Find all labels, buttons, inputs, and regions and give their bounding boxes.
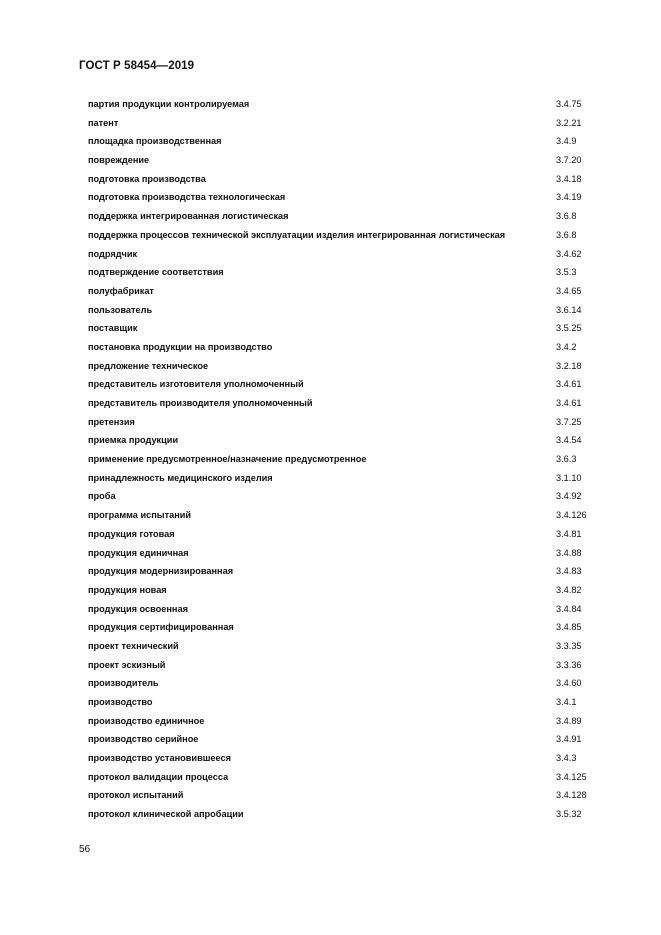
index-term: полуфабрикат xyxy=(88,285,154,296)
index-entry xyxy=(88,506,608,525)
index-reference: 3.6.8 xyxy=(556,211,577,222)
index-entry xyxy=(88,805,608,824)
index-term: продукция освоенная xyxy=(88,603,188,614)
index-entry xyxy=(88,151,608,170)
index-reference: 3.4.61 xyxy=(556,379,582,390)
index-entry xyxy=(88,544,608,563)
index-reference: 3.4.75 xyxy=(556,99,582,109)
index-entry xyxy=(88,712,608,731)
index-term: производитель xyxy=(88,678,159,689)
index-term: представитель производителя уполномоченный xyxy=(88,398,313,408)
index-reference: 3.1.10 xyxy=(556,472,582,483)
index-reference: 3.6.8 xyxy=(556,229,577,240)
index-term: протокол клинической апробации xyxy=(88,809,244,820)
index-reference: 3.7.25 xyxy=(556,416,582,427)
index-term: принадлежность медицинского изделия xyxy=(88,472,273,483)
index-entry xyxy=(88,600,608,619)
index-reference: 3.3.36 xyxy=(556,659,582,670)
index-reference: 3.4.84 xyxy=(556,603,582,614)
index-entry xyxy=(88,226,608,245)
index-entry xyxy=(88,693,608,712)
index-entry xyxy=(88,450,608,469)
index-term: патент xyxy=(88,117,119,128)
index-reference: 3.6.3 xyxy=(556,454,577,465)
index-reference: 3.4.62 xyxy=(556,248,582,259)
index-reference: 3.4.126 xyxy=(556,510,587,521)
index-term: представитель изготовителя уполномоченный xyxy=(88,379,304,390)
index-entry xyxy=(88,170,608,189)
index-entry xyxy=(88,618,608,637)
index-term: повреждение xyxy=(88,155,150,166)
index-reference: 3.4.9 xyxy=(556,136,577,147)
index-term: проект эскизный xyxy=(88,659,166,670)
index-term: поддержка процессов технической эксплуатации изделия интегрированная логистическая xyxy=(88,229,506,240)
index-entry xyxy=(88,394,608,413)
index-reference: 3.2.18 xyxy=(556,360,582,371)
index-reference: 3.4.61 xyxy=(556,398,582,408)
index-entry xyxy=(88,263,608,282)
index-term: продукция модернизированная xyxy=(88,566,234,577)
index-reference: 3.4.88 xyxy=(556,547,582,558)
index-entry xyxy=(88,245,608,264)
index-reference: 3.4.82 xyxy=(556,584,582,595)
index-term: приемка продукции xyxy=(88,435,179,446)
term-index-list xyxy=(88,95,608,824)
index-entry xyxy=(88,674,608,693)
index-entry xyxy=(88,431,608,450)
index-entry xyxy=(88,319,608,338)
index-entry xyxy=(88,656,608,675)
index-reference: 3.3.35 xyxy=(556,640,582,651)
index-entry xyxy=(88,749,608,768)
index-entry xyxy=(88,357,608,376)
page-number: 56 xyxy=(79,844,91,855)
index-entry xyxy=(88,730,608,749)
index-term: применение предусмотренное/назначение предусмотренное xyxy=(88,454,367,465)
index-term: подготовка производства технологическая xyxy=(88,192,286,203)
index-entry xyxy=(88,132,608,151)
index-reference: 3.4.2 xyxy=(556,341,577,352)
index-entry xyxy=(88,413,608,432)
index-reference: 3.4.65 xyxy=(556,285,582,296)
index-term: продукция готовая xyxy=(88,528,175,539)
index-term: подготовка производства xyxy=(88,173,206,184)
index-entry xyxy=(88,469,608,488)
index-entry xyxy=(88,188,608,207)
index-entry xyxy=(88,375,608,394)
index-entry xyxy=(88,301,608,320)
index-entry xyxy=(88,207,608,226)
index-reference: 3.4.85 xyxy=(556,622,582,633)
index-entry xyxy=(88,282,608,301)
index-term: пользователь xyxy=(88,304,153,315)
index-entry xyxy=(88,768,608,787)
index-term: подрядчик xyxy=(88,248,138,259)
index-term: претензия xyxy=(88,416,135,427)
index-reference: 3.4.1 xyxy=(556,697,577,707)
index-entry xyxy=(88,786,608,805)
index-entry xyxy=(88,487,608,506)
index-reference: 3.4.125 xyxy=(556,771,587,782)
index-term: протокол испытаний xyxy=(88,790,184,801)
index-entry xyxy=(88,637,608,656)
index-term: продукция единичная xyxy=(88,547,189,558)
index-term: постановка продукции на производство xyxy=(88,341,273,352)
index-reference: 3.4.54 xyxy=(556,435,582,446)
index-term: поддержка интегрированная логистическая xyxy=(88,211,289,222)
index-reference: 3.4.18 xyxy=(556,173,582,184)
index-term: проба xyxy=(88,491,116,502)
index-reference: 3.4.92 xyxy=(556,491,582,502)
index-term: площадка производственная xyxy=(88,136,222,147)
index-reference: 3.4.60 xyxy=(556,678,582,689)
document-header: ГОСТ Р 58454—2019 xyxy=(79,60,195,72)
index-term: подтверждение соответствия xyxy=(88,267,224,278)
index-reference: 3.4.81 xyxy=(556,528,582,539)
index-reference: 3.2.21 xyxy=(556,117,582,128)
index-entry xyxy=(88,338,608,357)
index-term: производство единичное xyxy=(88,715,205,726)
index-term: проект технический xyxy=(88,640,179,651)
index-reference: 3.5.25 xyxy=(556,323,582,334)
index-entry xyxy=(88,525,608,544)
index-term: производство xyxy=(88,697,153,707)
index-reference: 3.6.14 xyxy=(556,304,582,315)
index-reference: 3.5.3 xyxy=(556,267,577,278)
index-entry xyxy=(88,95,608,114)
index-term: партия продукции контролируемая xyxy=(88,99,250,109)
index-term: продукция сертифицированная xyxy=(88,622,234,633)
index-term: поставщик xyxy=(88,323,138,334)
index-reference: 3.4.83 xyxy=(556,566,582,577)
index-term: производство установившееся xyxy=(88,753,231,764)
index-entry xyxy=(88,114,608,133)
index-term: предложение техническое xyxy=(88,360,209,371)
index-term: протокол валидации процесса xyxy=(88,771,229,782)
index-reference: 3.5.32 xyxy=(556,809,582,820)
index-entry xyxy=(88,562,608,581)
index-term: производство серийное xyxy=(88,734,199,745)
index-reference: 3.4.19 xyxy=(556,192,582,203)
index-term: программа испытаний xyxy=(88,510,192,521)
index-reference: 3.4.128 xyxy=(556,790,587,801)
index-reference: 3.4.89 xyxy=(556,715,582,726)
index-reference: 3.7.20 xyxy=(556,155,582,166)
index-entry xyxy=(88,581,608,600)
index-reference: 3.4.3 xyxy=(556,753,577,764)
index-term: продукция новая xyxy=(88,584,167,595)
index-reference: 3.4.91 xyxy=(556,734,582,745)
